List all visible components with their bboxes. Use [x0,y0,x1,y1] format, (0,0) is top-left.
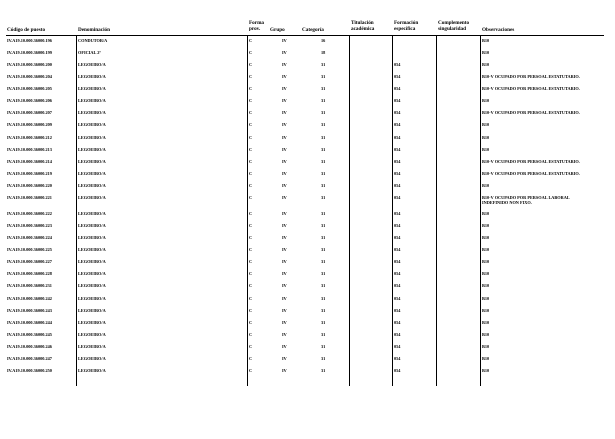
row-observaciones: B10 [482,122,490,128]
row-formacion: 054 [394,74,401,80]
row-denominacion: LEGOEIRO/A [78,223,106,229]
row-formacion: 054 [394,122,401,128]
row-grupo: IV [282,158,287,164]
row-grupo: IV [282,259,287,265]
row-denominacion: LEGOEIRO/A [78,259,106,265]
row-denominacion: LEGOEIRO/A [78,235,106,241]
row-forma-prov: C [249,295,253,301]
row-forma-prov: C [249,134,253,140]
row-categoria: 31 [321,194,326,200]
row-code: IV.A19.10.000.36000.206 [7,98,52,104]
row-forma-prov: C [249,182,253,188]
row-grupo: IV [282,271,287,277]
row-forma-prov: C [249,86,253,92]
row-forma-prov: C [249,307,253,313]
row-formacion: 054 [394,343,401,349]
row-denominacion: LEGOEIRO/A [78,307,106,313]
row-formacion: 054 [394,110,401,116]
row-code: IV.A19.10.000.36000.225 [7,247,52,253]
row-grupo: IV [282,110,287,116]
row-denominacion: LEGOEIRO/A [78,367,106,373]
row-code: IV.A19.10.000.36000.196 [7,38,52,43]
row-observaciones: B10 [482,259,490,265]
row-forma-prov: C [249,235,253,241]
col-header-formacion: Formación específica [394,20,419,32]
row-grupo: IV [282,50,287,56]
row-categoria: 31 [321,235,326,241]
row-categoria: 31 [321,122,326,128]
row-denominacion: LEGOEIRO/A [78,98,106,104]
row-formacion: 054 [394,223,401,229]
row-code: IV.A19.10.000.36000.231 [7,283,52,289]
row-code: IV.A19.10.000.36000.250 [7,367,52,373]
row-categoria: 31 [321,259,326,265]
row-forma-prov: C [249,110,253,116]
row-observaciones: B10-V OCUPADO POR PERSOAL ESTATUTARIO. [482,170,580,176]
row-formacion: 054 [394,235,401,241]
row-categoria: 31 [321,62,326,68]
row-forma-prov: C [249,194,253,200]
row-formacion: 054 [394,247,401,253]
row-forma-prov: C [249,158,253,164]
row-grupo: IV [282,307,287,313]
row-grupo: IV [282,343,287,349]
col-header-forma: Forma prov. [249,20,264,32]
row-grupo: IV [282,62,287,68]
row-observaciones: B10 [482,343,490,349]
row-denominacion: LEGOEIRO/A [78,62,106,68]
row-forma-prov: C [249,319,253,325]
row-denominacion: LEGOEIRO/A [78,146,106,152]
row-forma-prov: C [249,38,253,43]
row-forma-prov: C [249,223,253,229]
row-grupo: IV [282,122,287,128]
col-header-codigo: Código de puesto [7,27,46,33]
row-grupo: IV [282,182,287,188]
row-formacion: 054 [394,307,401,313]
row-grupo: IV [282,247,287,253]
row-forma-prov: C [249,343,253,349]
row-categoria: 31 [321,295,326,301]
row-categoria: 31 [321,223,326,229]
row-formacion: 054 [394,355,401,361]
row-forma-prov: C [249,98,253,104]
row-code: IV.A19.10.000.36000.209 [7,122,52,128]
row-formacion: 054 [394,331,401,337]
row-categoria: 31 [321,283,326,289]
row-grupo: IV [282,211,287,217]
row-observaciones: B10-V OCUPADO POR PERSOAL LABORAL [482,194,570,200]
row-denominacion: LEGOEIRO/A [78,170,106,176]
row-code: IV.A19.10.000.36000.242 [7,295,52,301]
row-formacion: 054 [394,283,401,289]
column-divider [247,36,248,386]
row-denominacion: LEGOEIRO/A [78,331,106,337]
row-categoria: 31 [321,86,326,92]
row-formacion: 054 [394,182,401,188]
row-denominacion: LEGOEIRO/A [78,271,106,277]
column-divider [392,36,393,386]
row-categoria: 31 [321,158,326,164]
row-denominacion: LEGOEIRO/A [78,110,106,116]
row-code: IV.A19.10.000.36000.219 [7,170,52,176]
row-code: IV.A19.10.000.36000.245 [7,331,52,337]
row-formacion: 054 [394,146,401,152]
row-formacion: 054 [394,86,401,92]
row-grupo: IV [282,134,287,140]
row-forma-prov: C [249,146,253,152]
row-categoria: 31 [321,110,326,116]
header-rule [6,35,604,36]
row-categoria: 31 [321,211,326,217]
row-categoria: 31 [321,74,326,80]
row-grupo: IV [282,86,287,92]
row-grupo: IV [282,146,287,152]
row-forma-prov: C [249,367,253,373]
row-categoria: 31 [321,367,326,373]
row-forma-prov: C [249,331,253,337]
row-observaciones: B10 [482,319,490,325]
row-observaciones: B10 [482,307,490,313]
row-observaciones: B10 [482,62,490,68]
row-code: IV.A19.10.000.36000.200 [7,62,52,68]
row-code: IV.A19.10.000.36000.214 [7,158,52,164]
row-code: IV.A19.10.000.36000.205 [7,86,52,92]
row-code: IV.A19.10.000.36000.213 [7,146,52,152]
row-forma-prov: C [249,355,253,361]
column-divider [436,36,437,386]
row-observaciones: B10 [482,283,490,289]
row-observaciones: B10-V OCUPADO POR PERSOAL ESTATUTARIO. [482,110,580,116]
row-forma-prov: C [249,62,253,68]
row-forma-prov: C [249,259,253,265]
row-categoria: 31 [321,170,326,176]
row-grupo: IV [282,194,287,200]
row-forma-prov: C [249,211,253,217]
row-code: IV.A19.10.000.36000.227 [7,259,52,265]
column-divider [480,36,481,386]
row-denominacion: LEGOEIRO/A [78,74,106,80]
row-observaciones: B10 [482,355,490,361]
row-formacion: 054 [394,158,401,164]
row-observaciones: B10 [482,50,490,56]
row-grupo: IV [282,319,287,325]
col-header-titulacion: Titulación académica [351,20,375,32]
row-code: IV.A19.10.000.36000.220 [7,182,52,188]
row-code: IV.A19.10.000.36000.223 [7,223,52,229]
row-forma-prov: C [249,247,253,253]
row-forma-prov: C [249,74,253,80]
row-grupo: IV [282,98,287,104]
row-grupo: IV [282,38,287,43]
row-observaciones: B10 [482,331,490,337]
row-denominacion: LEGOEIRO/A [78,247,106,253]
row-observaciones: B10 [482,247,490,253]
row-formacion: 054 [394,62,401,68]
row-categoria: 31 [321,319,326,325]
row-observaciones: B10 [482,223,490,229]
row-formacion: 054 [394,259,401,265]
row-denominacion: LEGOEIRO/A [78,343,106,349]
row-forma-prov: C [249,170,253,176]
row-formacion: 054 [394,134,401,140]
row-denominacion: LEGOEIRO/A [78,182,106,188]
row-categoria: 31 [321,271,326,277]
row-code: IV.A19.10.000.36000.228 [7,271,52,277]
row-code: IV.A19.10.000.36000.222 [7,211,52,217]
row-categoria: 31 [321,134,326,140]
row-categoria: 31 [321,247,326,253]
row-observaciones: B10-V OCUPADO POR PERSOAL ESTATUTARIO. [482,86,580,92]
row-formacion: 054 [394,211,401,217]
row-grupo: IV [282,367,287,373]
row-categoria: 31 [321,307,326,313]
row-code: IV.A19.10.000.36000.199 [7,50,52,56]
col-header-categoria: Categoría [302,27,324,33]
row-grupo: IV [282,235,287,241]
row-categoria: 16 [321,38,326,43]
row-observaciones: B10-V OCUPADO POR PERSOAL ESTATUTARIO. [482,74,580,80]
row-observaciones-cont: INDEFINIDO NON FIXO. [482,199,532,205]
row-observaciones: B10 [482,182,490,188]
row-observaciones: B10 [482,235,490,241]
row-code: IV.A19.10.000.36000.221 [7,194,52,200]
row-forma-prov: C [249,50,253,56]
row-observaciones: B10 [482,271,490,277]
row-code: IV.A19.10.000.36000.246 [7,343,52,349]
row-denominacion: LEGOEIRO/A [78,158,106,164]
row-code: IV.A19.10.000.36000.224 [7,235,52,241]
row-categoria: 31 [321,331,326,337]
row-categoria: 31 [321,146,326,152]
row-observaciones: B10 [482,146,490,152]
row-formacion: 054 [394,271,401,277]
row-observaciones: B10 [482,38,490,43]
row-grupo: IV [282,223,287,229]
row-denominacion: LEGOEIRO/A [78,319,106,325]
row-forma-prov: C [249,283,253,289]
row-forma-prov: C [249,271,253,277]
row-forma-prov: C [249,122,253,128]
row-observaciones: B10 [482,98,490,104]
col-header-observaciones: Observaciones [482,27,515,33]
row-denominacion: LEGOEIRO/A [78,283,106,289]
row-code: IV.A19.10.000.36000.204 [7,74,52,80]
col-header-grupo: Grupo [270,27,285,33]
row-denominacion: CONDUTOR/A [78,38,108,43]
row-observaciones: B10-V OCUPADO POR PERSOAL ESTATUTARIO. [482,158,580,164]
column-divider [76,36,77,386]
row-code: IV.A19.10.000.36000.244 [7,319,52,325]
row-categoria: 18 [321,50,326,56]
row-formacion: 054 [394,170,401,176]
row-denominacion: LEGOEIRO/A [78,86,106,92]
col-header-denominacion: Denominación [78,27,110,33]
row-formacion: 054 [394,367,401,373]
row-grupo: IV [282,295,287,301]
row-code: IV.A19.10.000.36000.243 [7,307,52,313]
row-observaciones: B10 [482,211,490,217]
row-categoria: 31 [321,182,326,188]
row-grupo: IV [282,355,287,361]
row-denominacion: LEGOEIRO/A [78,194,106,200]
row-code: IV.A19.10.000.36000.247 [7,355,52,361]
row-denominacion: LEGOEIRO/A [78,122,106,128]
row-formacion: 054 [394,319,401,325]
row-denominacion: OFICIAL 2ª [78,50,101,56]
row-denominacion: LEGOEIRO/A [78,211,106,217]
row-categoria: 31 [321,98,326,104]
row-observaciones: B10 [482,295,490,301]
row-formacion: 054 [394,98,401,104]
row-code: IV.A19.10.000.36000.207 [7,110,52,116]
row-categoria: 31 [321,343,326,349]
row-denominacion: LEGOEIRO/A [78,355,106,361]
row-grupo: IV [282,170,287,176]
row-categoria: 31 [321,355,326,361]
row-formacion: 054 [394,194,401,200]
column-divider [349,36,350,386]
row-grupo: IV [282,283,287,289]
row-grupo: IV [282,331,287,337]
row-observaciones: B10 [482,367,490,373]
col-header-complemento: Complemento singularidad [438,20,470,32]
row-observaciones: B10 [482,134,490,140]
row-denominacion: LEGOEIRO/A [78,134,106,140]
row-denominacion: LEGOEIRO/A [78,295,106,301]
row-code: IV.A19.10.000.36000.212 [7,134,52,140]
row-formacion: 054 [394,295,401,301]
row-grupo: IV [282,74,287,80]
